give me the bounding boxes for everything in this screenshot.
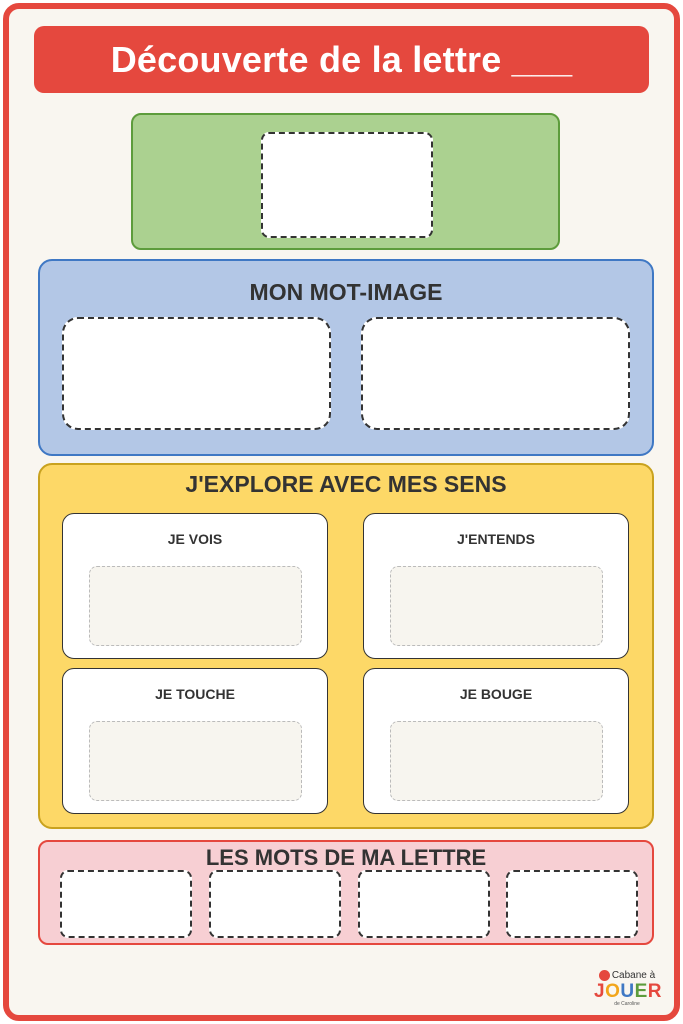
letter-slot[interactable] <box>261 132 433 238</box>
mot-cell-2[interactable] <box>209 870 341 938</box>
mot-image-slot-right[interactable] <box>361 317 630 430</box>
letter-box <box>131 113 560 250</box>
explore-section <box>38 463 654 829</box>
sense-drop-area[interactable] <box>390 721 603 801</box>
brand-wordmark <box>594 981 663 1003</box>
sense-drop-area[interactable] <box>390 566 603 646</box>
brand-sub: de Caroline <box>614 1001 640 1008</box>
brand-letter: O <box>605 981 621 1003</box>
sense-label: JE TOUCHE <box>155 686 235 702</box>
brand-letter: R <box>647 981 663 1003</box>
mot-image-section <box>38 259 654 456</box>
mots-lettre-title: LES MOTS DE MA LETTRE <box>205 845 487 870</box>
page-title-text: Découverte de la lettre ___ <box>110 38 573 80</box>
explore-title: J'EXPLORE AVEC MES SENS <box>185 471 507 497</box>
brand-letter: J <box>594 981 606 1003</box>
mot-cell-3[interactable] <box>358 870 490 938</box>
sense-label: JE BOUGE <box>459 686 533 702</box>
page-title <box>34 26 649 93</box>
sense-drop-area[interactable] <box>89 566 302 646</box>
brand-dot-icon <box>599 970 610 981</box>
sense-card-touche <box>62 668 328 814</box>
sense-card-entends <box>363 513 629 659</box>
mot-image-title: MON MOT-IMAGE <box>249 279 443 305</box>
brand-letter: U <box>620 981 635 1003</box>
brand-top-text: Cabane à <box>611 970 656 982</box>
sense-label: J'ENTENDS <box>456 531 535 547</box>
mot-cell-4[interactable] <box>506 870 638 938</box>
mot-cell-1[interactable] <box>60 870 192 938</box>
mot-image-slot-left[interactable] <box>62 317 331 430</box>
brand-logo <box>594 970 663 1010</box>
sense-card-bouge <box>363 668 629 814</box>
sense-card-vois <box>62 513 328 659</box>
mots-lettre-section <box>38 840 654 945</box>
brand-letter: E <box>634 981 648 1003</box>
sense-label: JE VOIS <box>167 531 223 547</box>
sense-drop-area[interactable] <box>89 721 302 801</box>
